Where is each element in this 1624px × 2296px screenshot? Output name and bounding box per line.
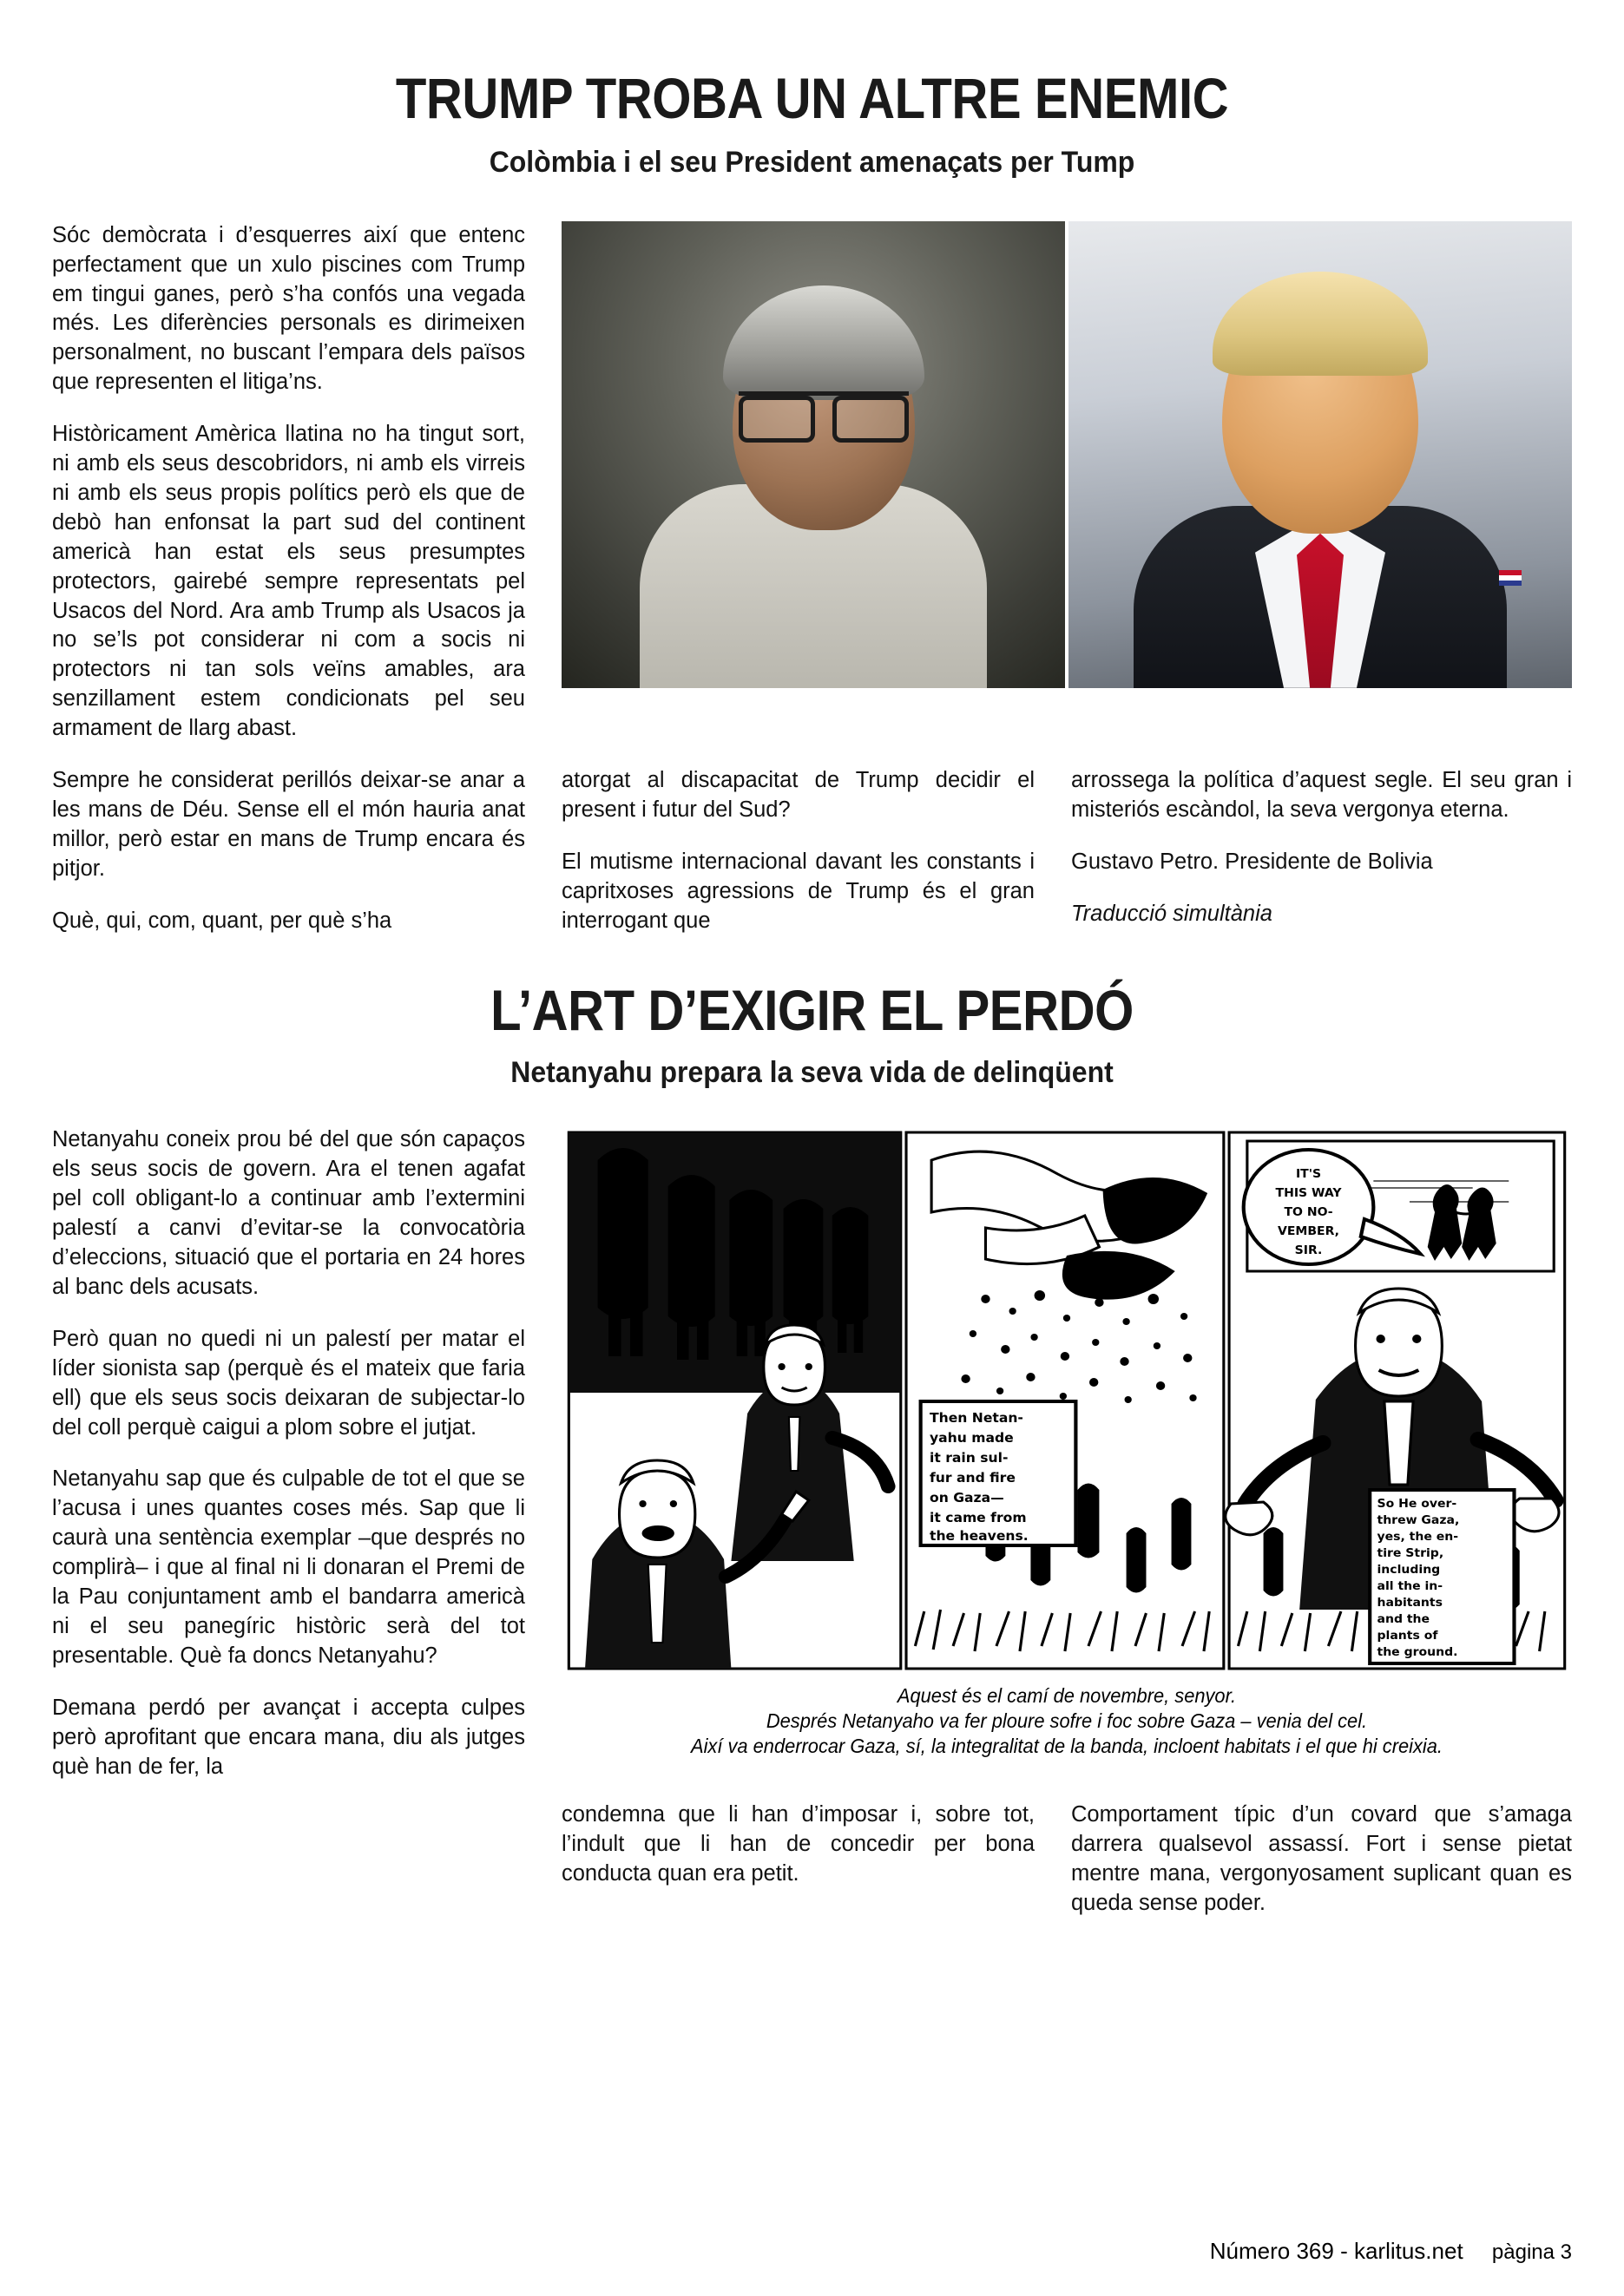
page-footer bbox=[1210, 2238, 1572, 2265]
article-one-bottom-block bbox=[52, 766, 1572, 936]
article-one-bottom-left bbox=[52, 766, 525, 936]
cartoon-caption-box-two bbox=[1370, 1490, 1514, 1663]
cartoon-panel-middle bbox=[906, 1132, 1224, 1669]
article-two-left-column bbox=[52, 1125, 525, 1781]
caption-line: the heavens. bbox=[930, 1528, 1029, 1545]
cartoon-sky-inset bbox=[1244, 1141, 1555, 1271]
article-trump-colombia bbox=[52, 0, 1572, 936]
cartoon-panel-right bbox=[1226, 1132, 1565, 1669]
article-two-top-block bbox=[52, 1125, 1572, 1781]
bubble-line: TO NO- bbox=[1284, 1205, 1333, 1220]
article-one-subhead: Colòmbia i el seu President amenaçats per Tump bbox=[489, 146, 1135, 180]
cartoon-caption-box-one bbox=[921, 1401, 1076, 1545]
article-one-credit: Traducció simultània bbox=[1071, 901, 1272, 926]
article-two-bottom-block bbox=[52, 1801, 1572, 1919]
caption-line: it rain sul- bbox=[930, 1450, 1009, 1466]
caption-line: habitants bbox=[1377, 1596, 1443, 1610]
caption-line: it came from bbox=[930, 1510, 1027, 1526]
article-two-subhead: Netanyahu prepara la seva vida de delinqüent bbox=[510, 1055, 1114, 1089]
bubble-line: THIS WAY bbox=[1275, 1186, 1342, 1201]
paragraph: Demana perdó per avançat i accepta culpes però aprofitant que encara mana, diu als jutges què han de fer, la bbox=[52, 1695, 525, 1779]
issue-label: Número 369 - karlitus.net bbox=[1209, 2238, 1463, 2264]
article-two-headline: L’ART D’EXIGIR EL PERDÓ bbox=[490, 977, 1134, 1042]
paragraph: Sempre he considerat perillós deixar-se anar a les mans de Déu. Sense ell el món hauria anat millor, però estar en mans de Trump encara és pitjor. bbox=[52, 768, 525, 881]
page-number: pàgina 3 bbox=[1491, 2240, 1572, 2264]
article-two-bottom-mid bbox=[562, 1801, 1035, 1919]
paragraph: arrossega la política d’aquest segle. El seu gran i misteriós escàndol, la seva vergonya eterna. bbox=[1071, 768, 1572, 823]
article-two-cartoon-block bbox=[562, 1125, 1572, 1759]
caption-line: threw Gaza, bbox=[1377, 1513, 1460, 1528]
layout-spacer bbox=[52, 1801, 525, 1919]
article-one-left-column bbox=[52, 221, 525, 744]
article-one-photo bbox=[562, 221, 1572, 688]
cartoon-caption-line: Aquest és el camí de novembre, senyor. bbox=[897, 1684, 1237, 1708]
caption-line: including bbox=[1377, 1563, 1441, 1578]
bubble-line: IT'S bbox=[1295, 1167, 1322, 1182]
caption-line: on Gaza— bbox=[930, 1490, 1004, 1506]
caption-line: and the bbox=[1377, 1612, 1430, 1627]
cartoon-caption-line: Després Netanyaho va fer ploure sofre i foc sobre Gaza – venia del cel. bbox=[766, 1709, 1368, 1733]
paragraph: Però quan no quedi ni un palestí per matar el líder sionista sap (perquè és el mateix que faria ell) que els seus socis deixaran de subjectar-lo del coll perquè caigui a plom sobre el jutjat. bbox=[52, 1326, 525, 1440]
paragraph: Netanyahu sap que és culpable de tot el que se l’acusa i unes quantes coses més. Sap que li caurà una sentència exemplar –que després no complirà– i que al final ni li donaran el Premi de la Pau conjuntament amb el bandarra americà ni el seu panegíric històric serà del tot presentable. Què fa doncs Netanyahu? bbox=[52, 1466, 525, 1668]
portrait-trump bbox=[1068, 221, 1572, 688]
caption-line: tire Strip, bbox=[1377, 1546, 1444, 1561]
paragraph: Sóc demòcrata i d’esquerres així que entenc perfectament que un xulo piscines com Trump em tingui ganes, però s’ha confós una vegada més. Les diferències personals es dirimeixen personalment, no buscant l’empara dels països que representen el litiga’ns. bbox=[52, 222, 525, 395]
portrait-petro bbox=[562, 221, 1065, 688]
cartoon-artwork bbox=[562, 1125, 1572, 1676]
paragraph: Què, qui, com, quant, per què s’ha bbox=[52, 908, 392, 933]
cartoon-caption-line: Així va enderrocar Gaza, sí, la integralitat de la banda, incloent habitats i el que hi creixia. bbox=[690, 1735, 1443, 1758]
portrait-hair bbox=[1213, 272, 1428, 376]
caption-line: Then Netan- bbox=[930, 1410, 1023, 1427]
political-cartoon bbox=[562, 1125, 1572, 1676]
caption-line: the ground. bbox=[1377, 1645, 1458, 1660]
caption-line: yes, the en- bbox=[1377, 1530, 1459, 1545]
article-two-bottom-right bbox=[1071, 1801, 1572, 1919]
paragraph: atorgat al discapacitat de Trump decidir el present i futur del Sud? bbox=[562, 768, 1035, 823]
flag-pin-icon bbox=[1499, 570, 1522, 586]
paragraph: Comportament típic d’un covard que s’amaga darrera qualsevol assassí. Fort i sense pietat mentre mana, vergonyosament suplicant quan es queda sense poder. bbox=[1071, 1802, 1572, 1916]
paragraph: Històricament Amèrica llatina no ha tingut sort, ni amb els seus descobridors, ni amb els virreis ni amb els seus propis polítics però els que de debò han enfonsat la part sud del continent americà han estat els seus presumptes protectors, gairebé sempre representats pel Usacos del Nord. Ara amb Trump als Usacos ja no se’ls pot considerar ni com a socis ni protectors ni tan sols veïns amables, ara senzillament estem condicionats pel seu armament de llarg abast. bbox=[52, 422, 525, 741]
bubble-line: VEMBER, bbox=[1278, 1224, 1340, 1239]
caption-line: plants of bbox=[1377, 1629, 1438, 1643]
paragraph: El mutisme internacional davant les constants i capritxoses agressions de Trump és el gran interrogant que bbox=[562, 849, 1035, 933]
caption-line: all the in- bbox=[1377, 1579, 1443, 1594]
cartoon-caption bbox=[587, 1683, 1547, 1759]
article-one-top-block bbox=[52, 221, 1572, 744]
article-netanyahu bbox=[52, 955, 1572, 1919]
article-one-byline: Gustavo Petro. Presidente de Bolivia bbox=[1071, 849, 1433, 874]
caption-line: yahu made bbox=[930, 1430, 1014, 1446]
article-one-headline: TRUMP TROBA UN ALTRE ENEMIC bbox=[395, 66, 1229, 130]
cartoon-panel-left bbox=[569, 1132, 900, 1669]
caption-line: So He over- bbox=[1377, 1497, 1457, 1512]
article-one-bottom-right bbox=[1071, 766, 1572, 936]
dual-portrait-photo bbox=[562, 221, 1572, 688]
bubble-line: SIR. bbox=[1294, 1243, 1323, 1258]
portrait-hair bbox=[723, 285, 924, 400]
paragraph: Netanyahu coneix prou bé del que són capaços els seus socis de govern. Ara el tenen agafat pel coll obligant-lo a continuar amb l’extermini palestí a canvi d’evitar-se la convocatòria d’eleccions, situació que el portaria en 24 hores al banc dels acusats. bbox=[52, 1127, 525, 1299]
article-one-bottom-mid bbox=[562, 766, 1035, 936]
paragraph: condemna que li han d’imposar i, sobre tot, l’indult que li han de concedir per bona conducta quan era petit. bbox=[562, 1802, 1035, 1886]
caption-line: fur and fire bbox=[930, 1470, 1016, 1486]
glasses-icon bbox=[739, 391, 909, 434]
